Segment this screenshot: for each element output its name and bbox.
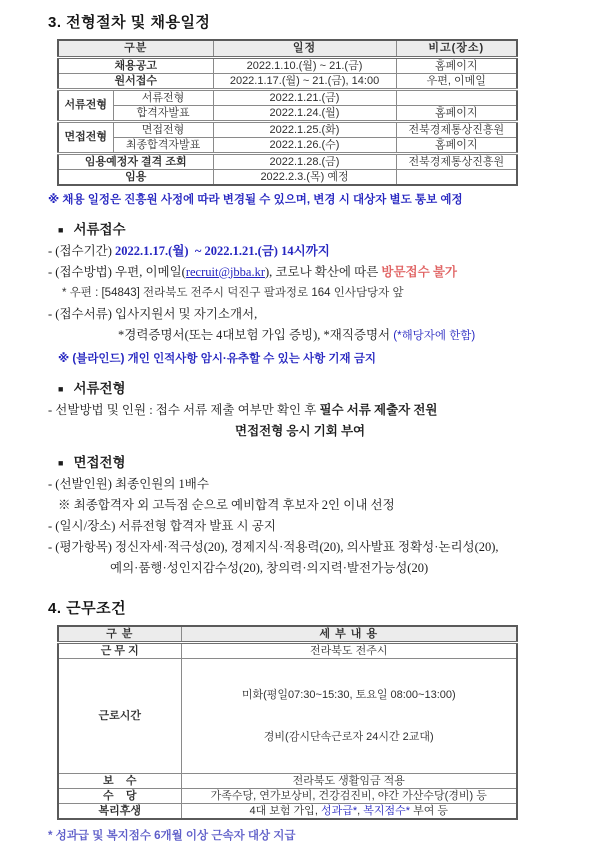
doc-screening-heading-label: 서류전형 <box>73 380 126 396</box>
table-row <box>58 73 517 89</box>
interview-line3: - (일시/장소) 서류전형 합격자 발표 시 공지 <box>48 518 276 533</box>
schedule-group-label: 서류전형 <box>58 89 113 121</box>
screening-method-bold: 필수 서류 제출자 전원 <box>319 402 438 417</box>
screening-method-line2: 면접전형 응시 기회 부여 <box>235 423 366 438</box>
blind-note: ※ (블라인드) 개인 인적사항 암시·유추할 수 있는 사항 기재 금지 <box>58 352 377 365</box>
welfare-post: 부여 등 <box>410 805 449 817</box>
schedule-row-label: 최종합격자발표 <box>113 137 213 153</box>
schedule-header-date: 일정 <box>213 40 396 57</box>
table-row <box>58 89 517 105</box>
welfare-pre: 4대 보험 가입, <box>249 805 321 817</box>
interview-heading <box>58 452 600 474</box>
schedule-header-category: 구분 <box>58 40 213 57</box>
schedule-row-note <box>396 89 517 105</box>
schedule-row-label: 임용 <box>58 169 213 185</box>
schedule-table <box>57 39 518 186</box>
bonus-footnote: * 성과급 및 복지점수 6개월 이상 근속자 대상 지급 <box>48 830 296 842</box>
schedule-row-label: 원서접수 <box>58 73 213 89</box>
schedule-row-note <box>396 169 517 185</box>
table-row <box>58 137 517 153</box>
interview-heading-label: 면접전형 <box>73 454 126 470</box>
doc-receipt-heading <box>58 219 600 241</box>
schedule-header-note: 비고(장소) <box>396 40 517 57</box>
schedule-header-row <box>58 40 517 57</box>
schedule-row-date: 2022.1.17.(월) ~ 21.(금), 14:00 <box>213 73 396 89</box>
schedule-row-date: 2022.1.28.(금) <box>213 153 396 169</box>
schedule-row-note: 전북경제통상진흥원 <box>396 121 517 137</box>
work-header-detail: 세 부 내 용 <box>181 626 517 643</box>
work-row-label: 보 수 <box>58 774 181 789</box>
work-conditions-table <box>57 625 518 821</box>
receipt-method-mid: ), 코로나 확산에 따른 <box>265 264 382 279</box>
work-row-detail <box>181 659 517 774</box>
section4-title: 4. 근무조건 <box>48 599 127 617</box>
receipt-period-line <box>48 241 568 262</box>
work-row-label: 근 무 지 <box>58 643 181 659</box>
email-link[interactable]: recruit@jbba.kr <box>185 264 266 279</box>
schedule-row-label: 서류전형 <box>113 89 213 105</box>
table-row <box>58 105 517 121</box>
doc-receipt-heading-label: 서류접수 <box>73 221 126 237</box>
schedule-row-date: 2022.1.21.(금) <box>213 89 396 105</box>
work-row-label: 수 당 <box>58 789 181 804</box>
work-row-detail: 가족수당, 연가보상비, 건강검진비, 야간 가산수당(경비) 등 <box>181 789 517 804</box>
work-hours-line2: 경비(감시단속근로자 24시간 2교대) <box>263 731 434 743</box>
receipt-period-label: - (접수기간) <box>48 243 116 258</box>
interview-line1: - (선발인원) 최종인원의 1배수 <box>48 476 209 491</box>
schedule-row-note: 홈페이지 <box>396 105 517 121</box>
square-bullet-icon: ■ <box>58 457 64 468</box>
schedule-change-note: ※ 채용 일정은 진흥원 사정에 따라 변경될 수 있으며, 변경 시 대상자 별도 통보 예정 <box>48 193 463 206</box>
work-row-detail: 전라북도 전주시 <box>181 643 517 659</box>
receipt-docs-line2 <box>118 325 600 347</box>
receipt-period-value: 2022.1.17.(월) ~ 2022.1.21.(금) 14시까지 <box>115 243 330 258</box>
receipt-docs-line2-note: (*해당자에 한함) <box>393 329 476 342</box>
screening-method-pre: - 선발방법 및 인원 : 접수 서류 제출 여부만 확인 후 <box>48 402 320 417</box>
schedule-row-date: 2022.1.25.(화) <box>213 121 396 137</box>
table-row <box>58 659 517 774</box>
welfare-mid: , <box>357 805 364 817</box>
interview-line5: 예의·품행·성인지감수성(20), 창의력·의지력·발전가능성(20) <box>110 560 429 575</box>
receipt-method-line <box>48 262 568 283</box>
work-row-label: 근로시간 <box>58 659 181 774</box>
section3-title: 3. 전형절차 및 채용일정 <box>48 14 211 31</box>
schedule-row-note: 우편, 이메일 <box>396 73 517 89</box>
table-row <box>58 121 517 137</box>
work-row-detail <box>181 804 517 820</box>
table-row <box>58 169 517 185</box>
welfare-points: 복지점수* <box>363 805 411 817</box>
schedule-row-date: 2022.1.24.(월) <box>213 105 396 121</box>
table-row <box>58 57 517 73</box>
receipt-docs-line2-text: *경력증명서(또는 4대보험 가입 증빙), *재직증명서 <box>118 327 394 342</box>
receipt-method-pre: - (접수방법) 우편, 이메일( <box>48 264 186 279</box>
work-row-detail: 전라북도 생활임금 적용 <box>181 774 517 789</box>
table-row <box>58 804 517 820</box>
interview-line4: - (평가항목) 정신자세·적극성(20), 경제지식·적용력(20), 의사발표 정확성·논리성(20), <box>48 539 499 554</box>
schedule-row-label: 임용예정자 결격 조회 <box>58 153 213 169</box>
schedule-row-date: 2022.1.10.(월) ~ 21.(금) <box>213 57 396 73</box>
table-row <box>58 153 517 169</box>
work-header-category: 구 분 <box>58 626 181 643</box>
schedule-row-note: 전북경제통상진흥원 <box>396 153 517 169</box>
work-header-row <box>58 626 517 643</box>
square-bullet-icon: ■ <box>58 224 64 235</box>
interview-line2: ※ 최종합격자 외 고득점 순으로 예비합격 후보자 2인 이내 선정 <box>58 497 395 512</box>
table-row <box>58 643 517 659</box>
schedule-row-date: 2022.1.26.(수) <box>213 137 396 153</box>
postal-address-line: * 우편 : [54843] 전라북도 전주시 덕진구 팔과정로 164 인사담당자 앞 <box>62 286 404 299</box>
visit-warning-text: 방문접수 불가 <box>381 264 457 279</box>
work-hours-line1: 미화(평일07:30~15:30, 토요일 08:00~13:00) <box>241 689 456 701</box>
work-row-label: 복리후생 <box>58 804 181 820</box>
receipt-docs-line1: - (접수서류) 입사지원서 및 자기소개서, <box>48 306 258 321</box>
schedule-row-note: 홈페이지 <box>396 137 517 153</box>
square-bullet-icon: ■ <box>58 383 64 394</box>
schedule-row-date: 2022.2.3.(목) 예정 <box>213 169 396 185</box>
schedule-row-note: 홈페이지 <box>396 57 517 73</box>
schedule-row-label: 합격자발표 <box>113 105 213 121</box>
schedule-row-label: 채용공고 <box>58 57 213 73</box>
doc-screening-heading <box>58 378 600 400</box>
table-row <box>58 774 517 789</box>
table-row <box>58 789 517 804</box>
schedule-row-label: 면접전형 <box>113 121 213 137</box>
schedule-group-label: 면접전형 <box>58 121 113 153</box>
welfare-bonus: 성과급* <box>320 805 358 817</box>
screening-method-line <box>48 400 568 421</box>
